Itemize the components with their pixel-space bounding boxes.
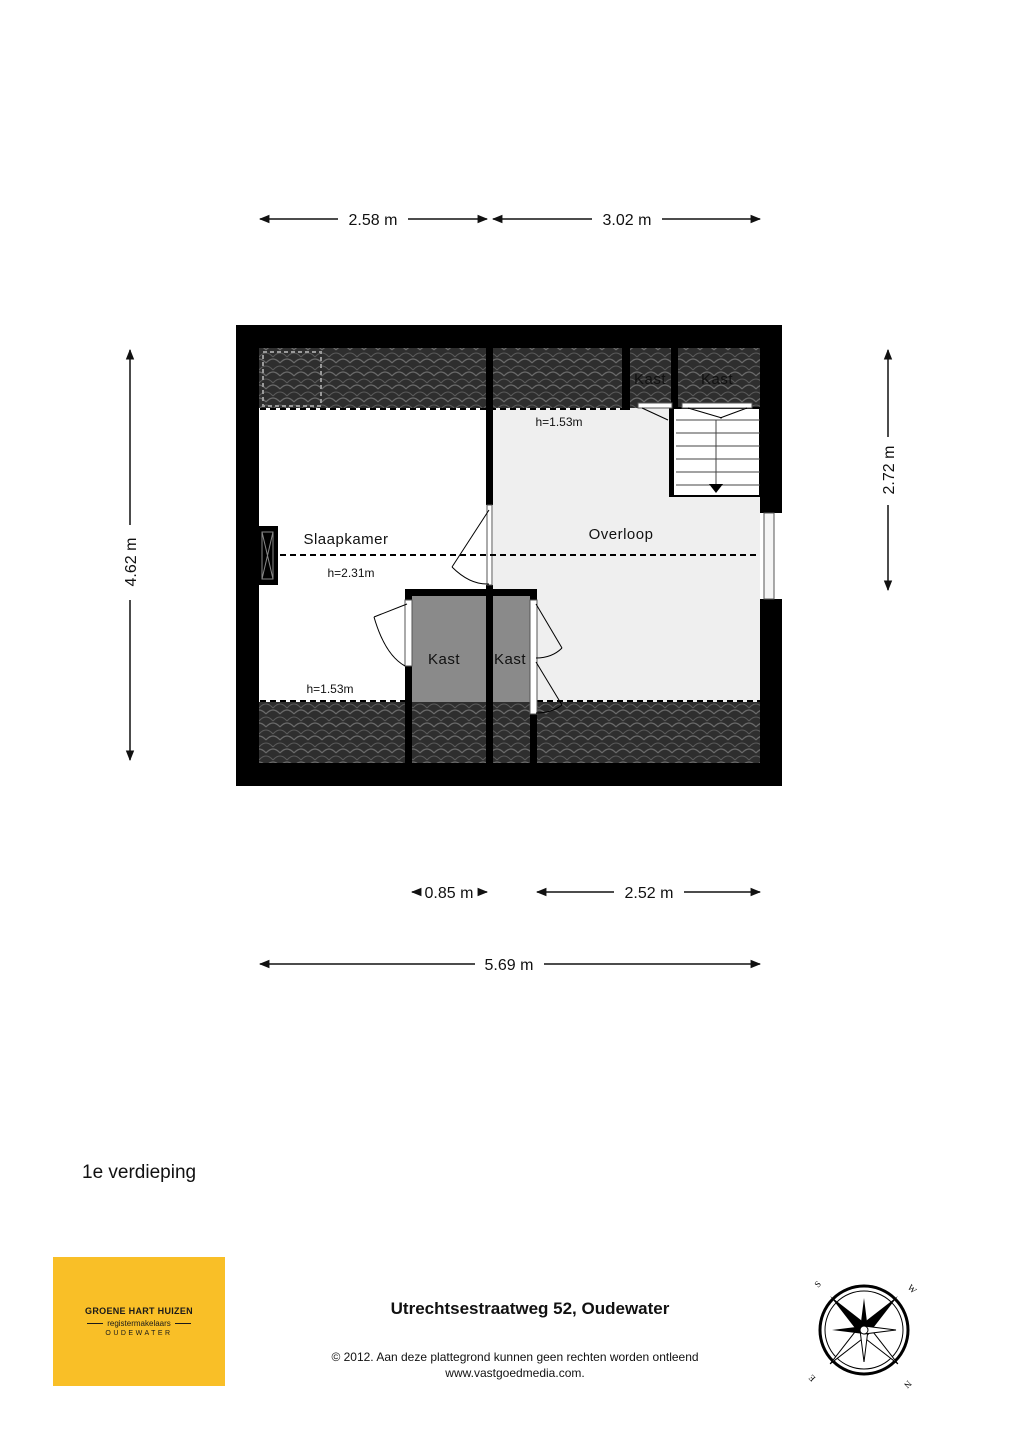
dimension-label: 0.85 m <box>424 885 474 902</box>
dimension-label: 2.52 m <box>624 885 674 902</box>
dimension-label: 2.72 m <box>881 445 898 495</box>
compass-letter: W <box>905 1282 919 1296</box>
website-line: www.vastgoedmedia.com. <box>445 1366 585 1380</box>
height-label: h=1.53m <box>306 682 354 696</box>
dimension-top-right <box>493 212 760 229</box>
compass-letter: N <box>901 1378 914 1391</box>
dimension-bottom-small <box>412 885 487 902</box>
property-address: Utrechtsestraatweg 52, Oudewater <box>390 1299 670 1318</box>
room-label-kast: Kast <box>700 371 734 388</box>
dimension-label: 3.02 m <box>602 212 652 229</box>
room-label-kast: Kast <box>427 651 461 668</box>
height-label: h=1.53m <box>535 415 583 429</box>
room-label-overloop: Overloop <box>588 526 654 543</box>
logo-subtitle: registermakelaars <box>83 1319 195 1328</box>
window-icon <box>764 513 774 599</box>
dimension-top-left <box>260 212 487 229</box>
room-label-slaapkamer: Slaapkamer <box>303 531 389 548</box>
logo-city: OUDEWATER <box>105 1330 173 1337</box>
top-closet-wall-2 <box>671 348 678 410</box>
dimension-right-height <box>881 350 898 590</box>
room-label-kast: Kast <box>493 651 527 668</box>
compass-rose-icon <box>806 1278 922 1391</box>
floor-name: 1e verdieping <box>82 1162 197 1183</box>
stair-rail <box>670 405 674 497</box>
dimension-bottom-right <box>537 885 760 902</box>
copyright-line: © 2012. Aan deze plattegrond kunnen geen rechten worden ontleend <box>331 1350 699 1364</box>
closet-floor <box>410 596 534 702</box>
logo-name: GROENE HART HUIZEN <box>85 1306 193 1316</box>
dimension-label: 4.62 m <box>123 537 140 587</box>
roof-tiles-top <box>259 348 760 408</box>
plan-body <box>236 325 782 786</box>
top-closet-wall-1 <box>622 348 630 410</box>
staircase <box>670 408 760 496</box>
agency-logo <box>53 1257 225 1386</box>
room-label-kast: Kast <box>633 371 667 388</box>
copyright-notice <box>300 1349 730 1381</box>
closet-top-wall <box>405 589 537 596</box>
compass-letter: E <box>806 1372 818 1384</box>
dimension-label: 5.69 m <box>484 957 534 974</box>
compass-letter: S <box>812 1278 823 1290</box>
dimension-label: 2.58 m <box>348 212 398 229</box>
dimension-left-height <box>123 350 140 760</box>
roof-tiles-bottom <box>259 702 760 763</box>
height-label: h=2.31m <box>327 566 375 580</box>
dimension-bottom-total <box>260 957 760 974</box>
